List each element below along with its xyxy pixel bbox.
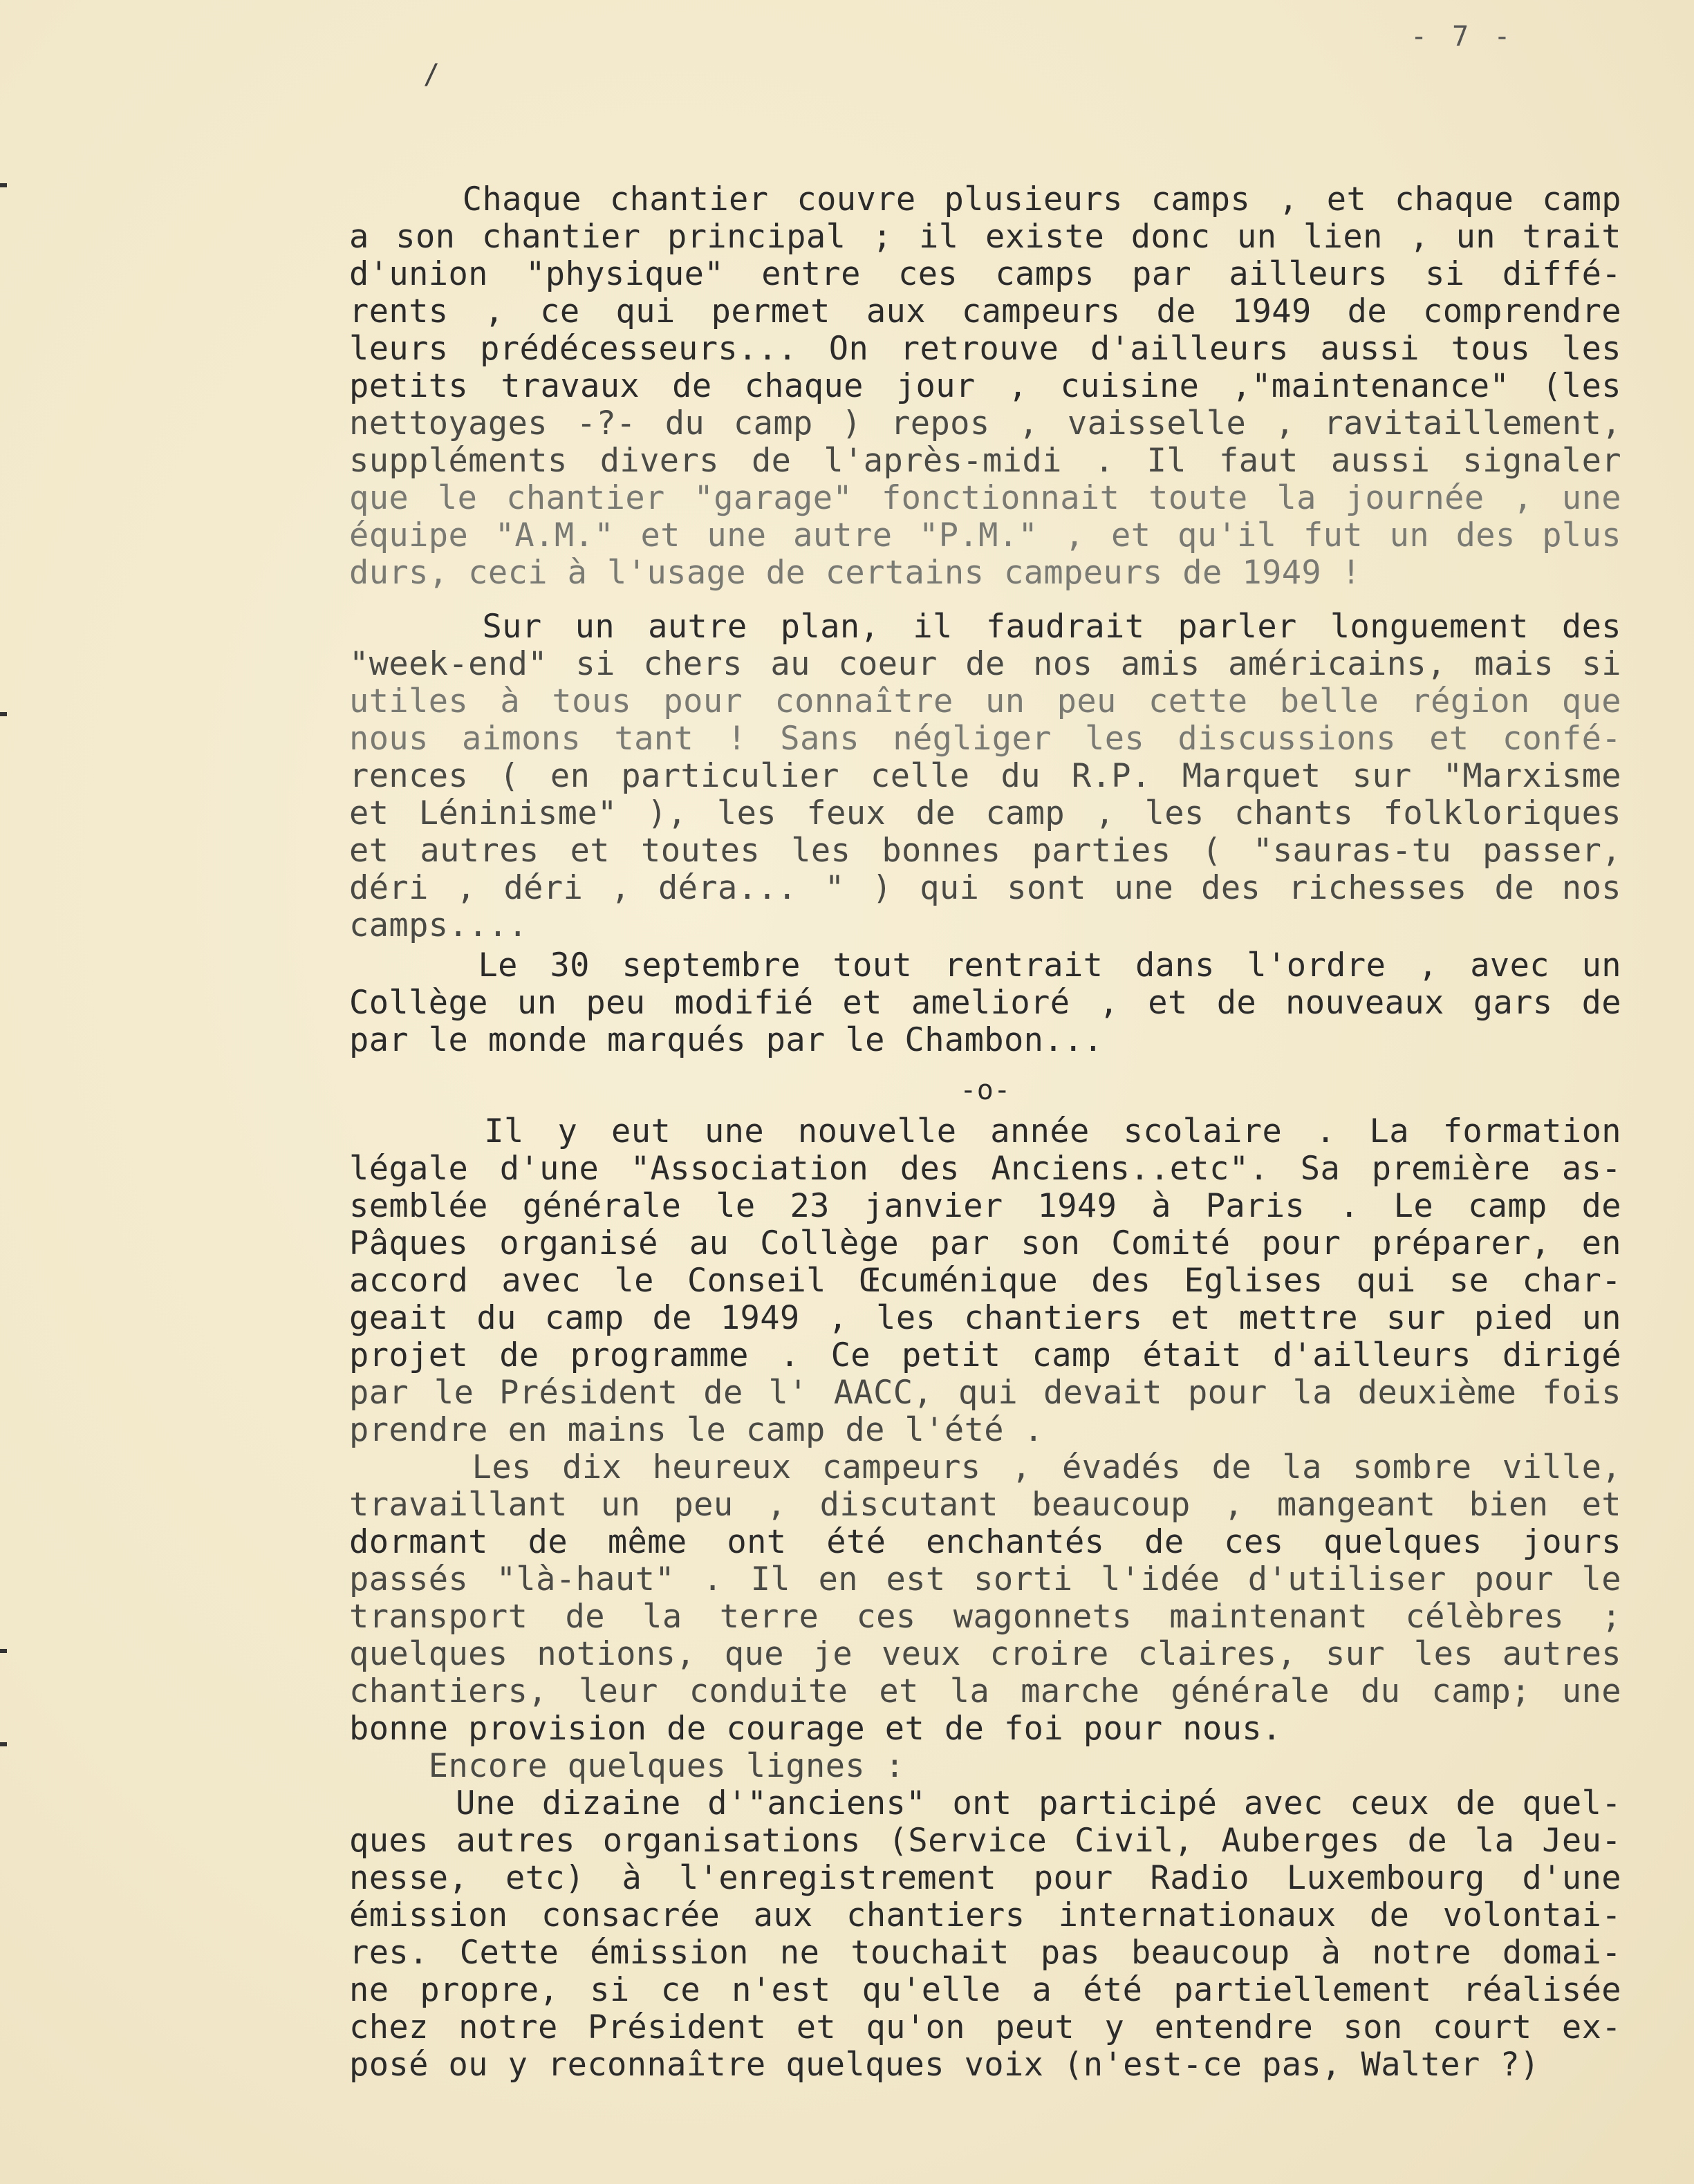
text-line: petits travaux de chaque jour , cuisine ,"maintenance" (les xyxy=(349,367,1621,405)
text-line: dormant de même ont été enchantés de ces quelques jours xyxy=(349,1523,1621,1561)
margin-slash-mark: / xyxy=(423,59,440,91)
text-line: accord avec le Conseil Œcuménique des Eglises qui se char- xyxy=(349,1262,1621,1300)
page-number: - 7 - xyxy=(1411,21,1515,53)
text-line: déri , déri , déra... " ) qui sont une des richesses de nos xyxy=(349,869,1621,907)
text-line: leurs prédécesseurs... On retrouve d'ailleurs aussi tous les xyxy=(349,330,1621,368)
text-line: quelques notions, que je veux croire claires, sur les autres xyxy=(349,1635,1621,1673)
text-line: a son chantier principal ; il existe donc un lien , un trait xyxy=(349,218,1621,256)
binding-hole-mark xyxy=(0,712,7,716)
text-line: transport de la terre ces wagonnets maintenant célèbres ; xyxy=(349,1598,1621,1636)
text-line: nesse, etc) à l'enregistrement pour Radio Luxembourg d'une xyxy=(349,1859,1621,1897)
binding-hole-mark xyxy=(0,1649,7,1653)
text-line: rences ( en particulier celle du R.P. Marquet sur "Marxisme xyxy=(349,757,1621,795)
text-line: et autres et toutes les bonnes parties ( "sauras-tu passer, xyxy=(349,832,1621,870)
binding-hole-mark xyxy=(0,183,7,187)
paragraph-radio-luxembourg xyxy=(349,1785,1621,2084)
text-line: Encore quelques lignes : xyxy=(349,1747,905,1785)
binding-hole-mark xyxy=(0,1742,7,1746)
text-line: Une dizaine d'"anciens" ont participé avec ceux de quel- xyxy=(349,1784,1621,1822)
paragraph-campeurs xyxy=(349,1449,1621,1748)
paragraph-septembre xyxy=(349,947,1621,1059)
text-line: d'union "physique" entre ces camps par ailleurs si diffé- xyxy=(349,255,1621,293)
text-line: Le 30 septembre tout rentrait dans l'ordre , avec un xyxy=(349,946,1621,984)
text-line: légale d'une "Association des Anciens..etc". Sa première as- xyxy=(349,1150,1621,1188)
text-line: res. Cette émission ne touchait pas beaucoup à notre domai- xyxy=(349,1934,1621,1972)
text-line: Chaque chantier couvre plusieurs camps , et chaque camp xyxy=(349,180,1621,218)
text-line: équipe "A.M." et une autre "P.M." , et qu'il fut un des plus xyxy=(349,516,1621,554)
paragraph-week-end xyxy=(349,608,1621,944)
text-line: que le chantier "garage" fonctionnait toute la journée , une xyxy=(349,479,1621,517)
text-line: par le monde marqués par le Chambon... xyxy=(349,1021,1104,1059)
text-line: posé ou y reconnaître quelques voix (n'est-ce pas, Walter ?) xyxy=(349,2046,1540,2084)
section-separator xyxy=(349,1072,1621,1109)
text-line: geait du camp de 1949 , les chantiers et mettre sur pied un xyxy=(349,1299,1621,1337)
text-line: nettoyages -?- du camp ) repos , vaisselle , ravitaillement, xyxy=(349,404,1621,442)
text-line: bonne provision de courage et de foi pour nous. xyxy=(349,1710,1282,1748)
text-line: nous aimons tant ! Sans négliger les discussions et confé- xyxy=(349,720,1621,758)
text-line: Collège un peu modifié et amelioré , et de nouveaux gars de xyxy=(349,984,1621,1022)
text-line: camps.... xyxy=(349,906,528,944)
text-line: utiles à tous pour connaître un peu cette belle région que xyxy=(349,682,1621,720)
text-line: Les dix heureux campeurs , évadés de la sombre ville, xyxy=(349,1448,1621,1486)
text-line: "week-end" si chers au coeur de nos amis américains, mais si xyxy=(349,645,1621,683)
text-line: et Léninisme" ), les feux de camp , les chants folkloriques xyxy=(349,794,1621,832)
text-line: semblée générale le 23 janvier 1949 à Paris . Le camp de xyxy=(349,1187,1621,1225)
text-line: durs, ceci à l'usage de certains campeurs de 1949 ! xyxy=(349,554,1361,592)
text-line: Il y eut une nouvelle année scolaire . La formation xyxy=(349,1112,1621,1150)
paragraph-annee-scolaire xyxy=(349,1113,1621,1449)
text-line: suppléments divers de l'après-midi . Il faut aussi signaler xyxy=(349,442,1621,480)
text-line: chantiers, leur conduite et la marche générale du camp; une xyxy=(349,1672,1621,1710)
separator-mark: -o- xyxy=(960,1074,1011,1106)
text-line: ques autres organisations (Service Civil, Auberges de la Jeu- xyxy=(349,1822,1621,1860)
text-line: Pâques organisé au Collège par son Comité pour préparer, en xyxy=(349,1224,1621,1262)
text-line: projet de programme . Ce petit camp était d'ailleurs dirigé xyxy=(349,1336,1621,1374)
text-line: par le Président de l' AACC, qui devait pour la deuxième fois xyxy=(349,1374,1621,1412)
paragraph-chantiers xyxy=(349,181,1621,592)
text-line: ne propre, si ce n'est qu'elle a été partiellement réalisée xyxy=(349,1971,1621,2009)
text-line: passés "là-haut" . Il en est sorti l'idée d'utiliser pour le xyxy=(349,1560,1621,1598)
text-line: Sur un autre plan, il faudrait parler longuement des xyxy=(349,608,1621,646)
text-line: travaillant un peu , discutant beaucoup , mangeant bien et xyxy=(349,1486,1621,1524)
paragraph-encore xyxy=(349,1748,1621,1785)
text-line: émission consacrée aux chantiers internationaux de volontai- xyxy=(349,1896,1621,1934)
text-line: chez notre Président et qu'on peut y entendre son court ex- xyxy=(349,2008,1621,2046)
text-line: rents , ce qui permet aux campeurs de 1949 de comprendre xyxy=(349,292,1621,330)
text-line: prendre en mains le camp de l'été . xyxy=(349,1411,1044,1449)
